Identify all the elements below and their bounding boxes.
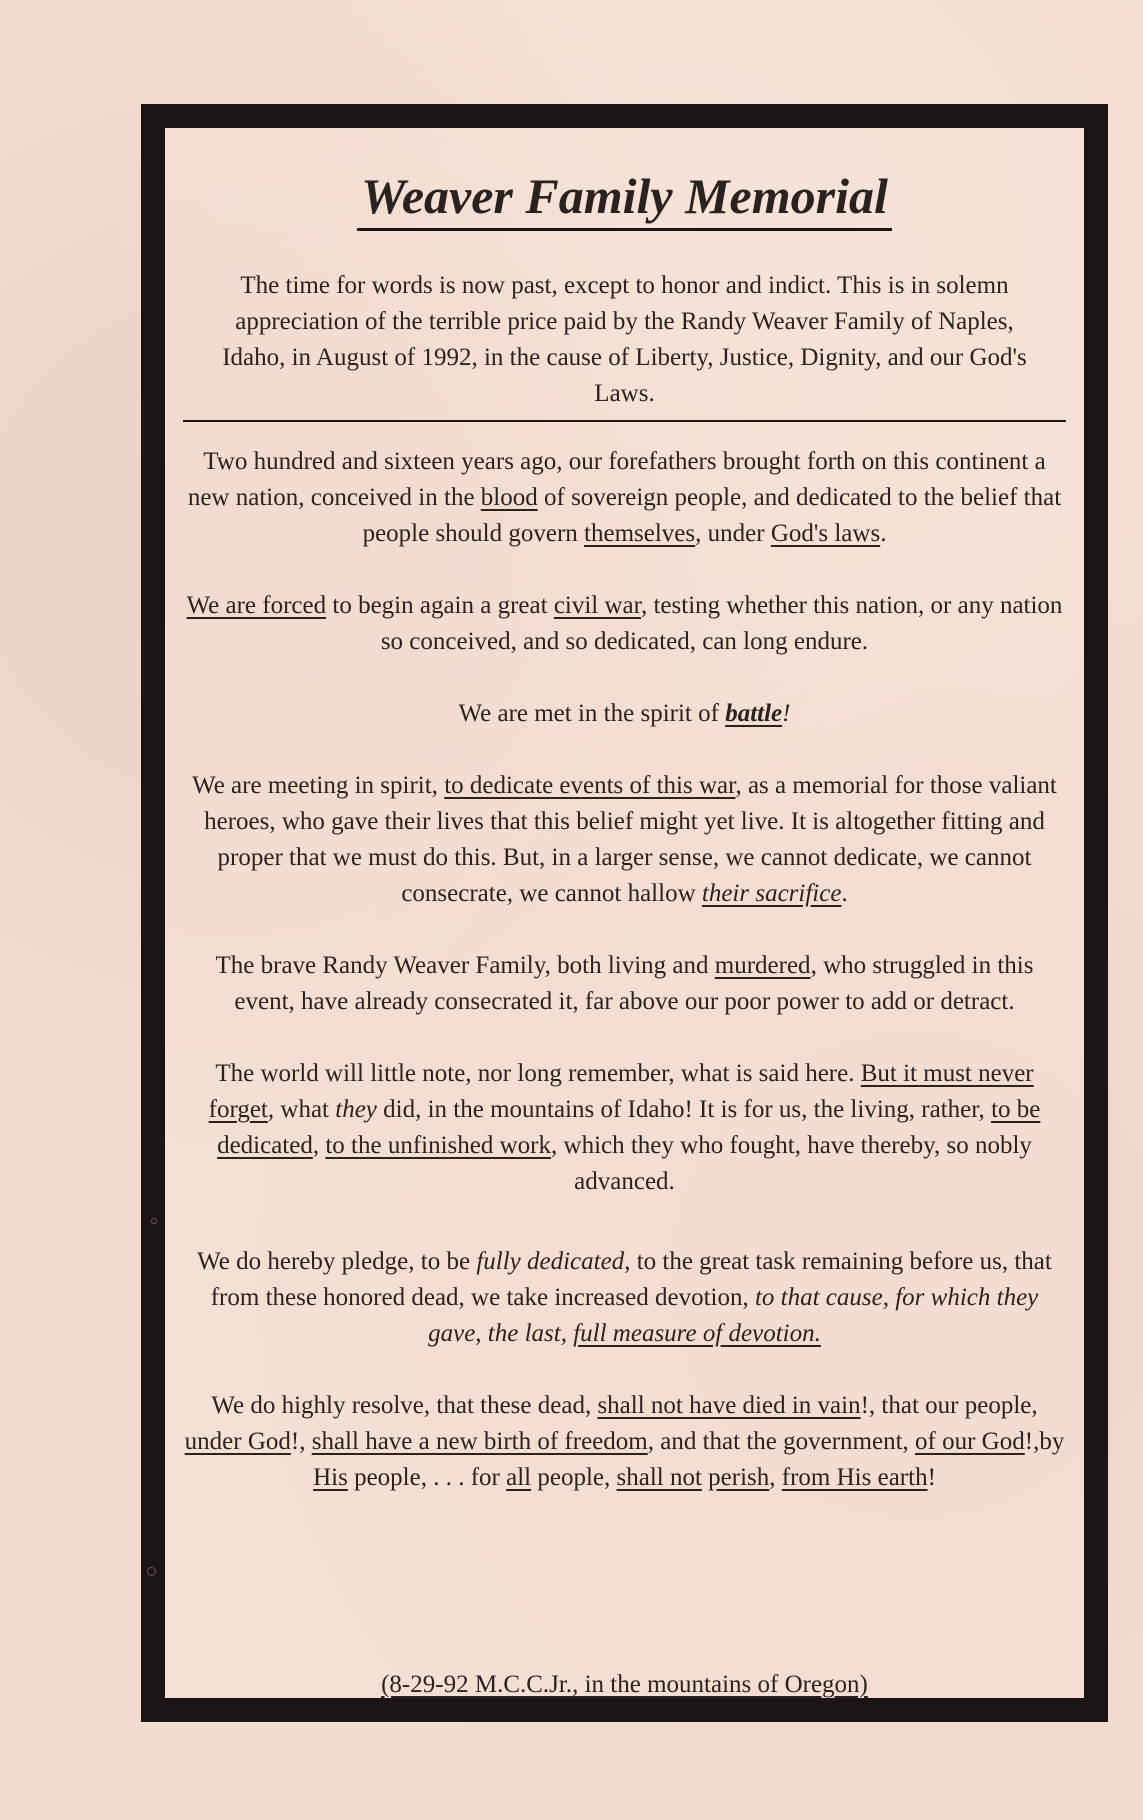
memorial-body bbox=[183, 444, 1066, 1532]
page-title: Weaver Family Memorial bbox=[357, 168, 892, 231]
title-block bbox=[165, 168, 1084, 231]
paragraph-8: We do highly resolve, that these dead, shall not have died in vain!, that our people, under God!, shall have a new birth of freedom, and that the government, of our God!,by His people, . . . for all people, shall not perish, from His earth! bbox=[184, 1392, 1065, 1491]
paragraph-6: The world will little note, nor long remember, what is said here. But it must never forget, what they did, in the mountains of Idaho! It is for us, the living, rather, to be dedicated, to the unfinished work, which they who fought, have thereby, so nobly advanced. bbox=[208, 1060, 1041, 1195]
signature-text: (8-29-92 M.C.C.Jr., in the mountains of Oregon) bbox=[381, 1671, 868, 1698]
paragraph-5: The brave Randy Weaver Family, both living and murdered, who struggled in this event, have already consecrated it, far above our poor power to add or detract. bbox=[215, 952, 1034, 1015]
memorial-border bbox=[141, 104, 1108, 1722]
paragraph-2: We are forced to begin again a great civil war, testing whether this nation, or any nation so conceived, and so dedicated, can long endure. bbox=[186, 592, 1063, 655]
divider bbox=[183, 420, 1066, 422]
paragraph-4: We are meeting in spirit, to dedicate events of this war, as a memorial for those valiant heroes, who gave their lives that this belief might yet live. It is altogether fitting and proper that we must do this. But, in a larger sense, we cannot dedicate, we cannot consecrate, we cannot hallow their sacrifice. bbox=[192, 772, 1057, 907]
hole-punch-mark bbox=[147, 1567, 156, 1576]
signature-line bbox=[165, 1668, 1084, 1702]
paragraph-3: We are met in the spirit of battle! bbox=[458, 700, 791, 727]
paragraph-1: Two hundred and sixteen years ago, our forefathers brought forth on this continent a new nation, conceived in the blood of sovereign people, and dedicated to the belief that people should govern themselves, under God's laws. bbox=[187, 448, 1062, 547]
paragraph-7: We do hereby pledge, to be fully dedicated, to the great task remaining before us, that from these honored dead, we take increased devotion, to that cause, for which they gave, the last, full measure of devotion. bbox=[197, 1248, 1052, 1347]
hole-punch-mark bbox=[151, 1218, 157, 1224]
intro-paragraph: The time for words is now past, except to honor and indict. This is in solemn appreciation of the terrible price paid by the Randy Weaver Family of Naples, Idaho, in August of 1992, in the cause of Liberty, Justice, Dignity, and our God's Laws. bbox=[222, 272, 1027, 407]
